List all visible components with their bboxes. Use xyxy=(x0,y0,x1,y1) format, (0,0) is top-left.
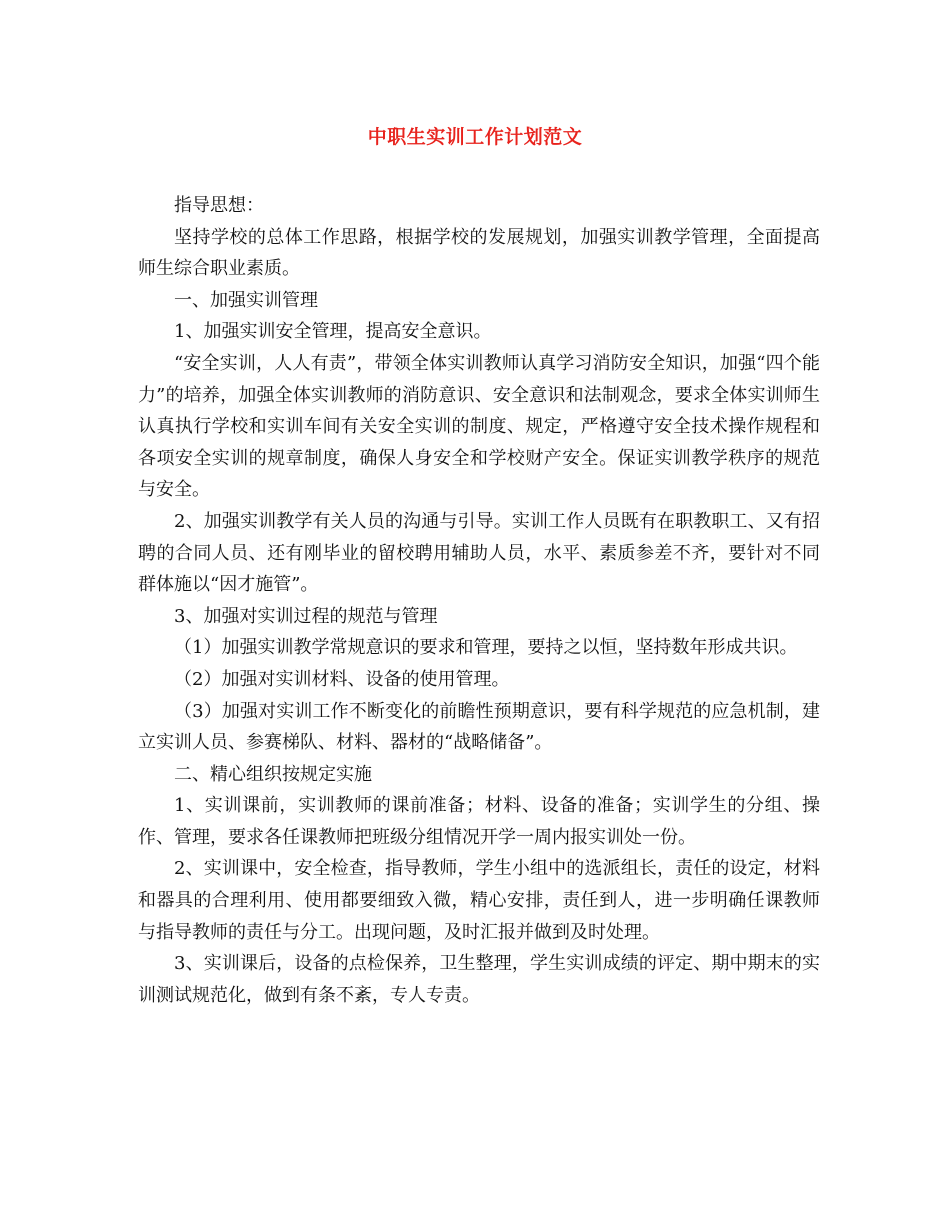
subsection-heading-1-3: 3、加强对实训过程的规范与管理 xyxy=(174,605,438,627)
paragraph-guiding-thought-heading: 指导思想： xyxy=(174,195,264,216)
list-item-2: （2）加强对实训材料、设备的使用管理。 xyxy=(174,668,510,690)
section-heading-1: 一、加强实训管理 xyxy=(174,289,318,311)
paragraph-before-class: 1、实训课前，实训教师的课前准备；材料、设备的准备；实训学生的分组、操作、管理，要求各任课教师把班级分组情况开学一周内报实训处一份。 xyxy=(138,795,820,848)
paragraph-safety: “安全实训，人人有责”，带领全体实训教师认真学习消防安全知识，加强“四个能力”的培养，加强全体实训教师的消防意识、安全意识和法制观念，要求全体实训师生认真执行学校和实训车间有关安全实训的制度、规定，严格遵守安全技术操作规程和各项安全实训的规章制度，确保人身安全和学校财产安全。保证实训教学秩序的规范与安全。 xyxy=(138,352,820,501)
paragraph-guiding-thought: 坚持学校的总体工作思路，根据学校的发展规划，加强实训教学管理，全面提高师生综合职业素质。 xyxy=(138,226,820,280)
list-item-3: （3）加强对实训工作不断变化的前瞻性预期意识，要有科学规范的应急机制，建立实训人员、参赛梯队、材料、器材的“战略储备”。 xyxy=(138,700,820,754)
paragraph-after-class: 3、实训课后，设备的点检保养，卫生整理，学生实训成绩的评定、期中期末的实训测试规范化，做到有条不紊，专人专责。 xyxy=(138,953,820,1006)
document-title: 中职生实训工作计划范文 xyxy=(367,126,583,148)
section-heading-2: 二、精心组织按规定实施 xyxy=(174,763,372,785)
subsection-heading-1-1: 1、加强实训安全管理，提高安全意识。 xyxy=(174,321,492,343)
paragraph-communication: 2、加强实训教学有关人员的沟通与引导。实训工作人员既有在职教职工、又有招聘的合同人员、还有刚毕业的留校聘用辅助人员，水平、素质参差不齐，要针对不同群体施以“因才施管”。 xyxy=(138,510,820,596)
list-item-1: （1）加强实训教学常规意识的要求和管理，要持之以恒，坚持数年形成共识。 xyxy=(174,637,798,659)
paragraph-during-class: 2、实训课中，安全检查，指导教师，学生小组中的选派组长，责任的设定，材料和器具的合理利用、使用都要细致入微，精心安排，责任到人，进一步明确任课教师与指导教师的责任与分工。出现问题，及时汇报并做到及时处理。 xyxy=(138,858,820,943)
document-body xyxy=(138,190,820,1011)
